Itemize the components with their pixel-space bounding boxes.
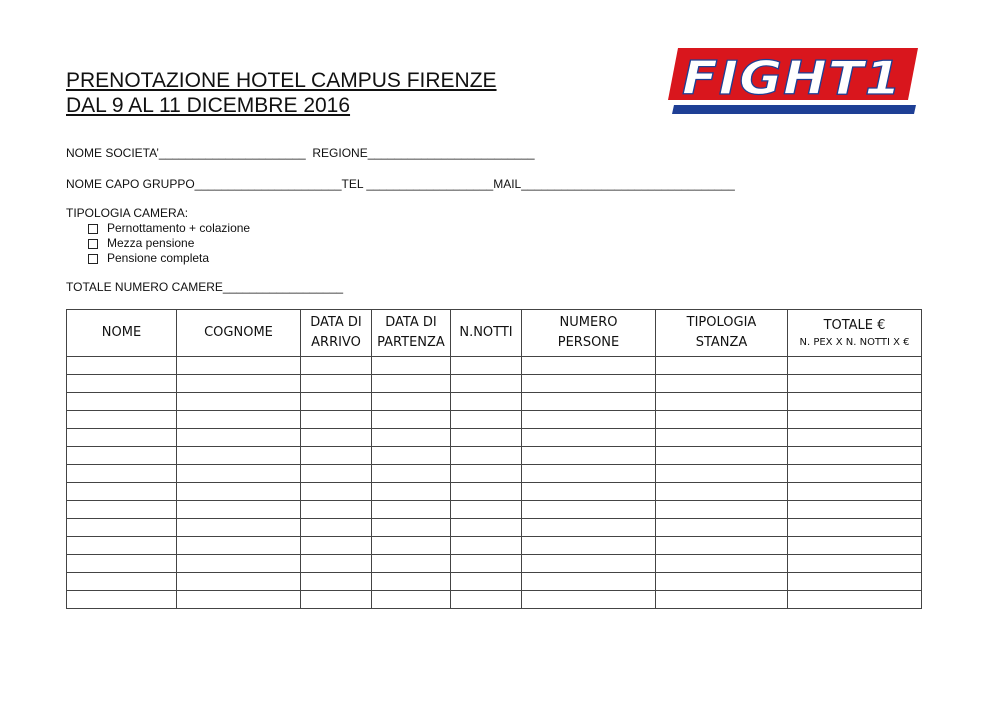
table-cell[interactable] — [451, 447, 522, 465]
table-row — [67, 591, 922, 609]
table-cell[interactable] — [522, 555, 656, 573]
table-cell[interactable] — [67, 501, 177, 519]
booking-table — [66, 309, 922, 609]
table-cell[interactable] — [451, 357, 522, 375]
table-cell[interactable] — [788, 357, 922, 375]
table-cell[interactable] — [656, 393, 788, 411]
header-nome: NOME — [67, 310, 177, 357]
table-cell[interactable] — [372, 555, 451, 573]
table-cell[interactable] — [522, 429, 656, 447]
table-cell[interactable] — [177, 465, 301, 483]
table-cell[interactable] — [372, 357, 451, 375]
fight1-logo — [664, 44, 920, 116]
table-cell[interactable] — [451, 483, 522, 501]
header-numero-persone: NUMERO PERSONE — [522, 310, 656, 357]
table-cell[interactable] — [177, 573, 301, 591]
totale-camere-line[interactable]: TOTALE NUMERO CAMERE__________________ — [66, 280, 344, 294]
table-cell[interactable] — [656, 555, 788, 573]
table-cell[interactable] — [372, 573, 451, 591]
table-cell[interactable] — [656, 537, 788, 555]
table-cell[interactable] — [301, 537, 372, 555]
table-cell[interactable] — [301, 555, 372, 573]
option-label: Pernottamento + colazione — [107, 221, 251, 235]
header-data-arrivo: DATA DI ARRIVO — [301, 310, 372, 357]
table-cell[interactable] — [451, 393, 522, 411]
checkbox[interactable] — [88, 254, 98, 264]
table-cell[interactable] — [788, 537, 922, 555]
table-cell[interactable] — [788, 465, 922, 483]
table-cell[interactable] — [522, 375, 656, 393]
table-row — [67, 555, 922, 573]
table-cell[interactable] — [67, 411, 177, 429]
table-cell[interactable] — [177, 591, 301, 609]
table-cell[interactable] — [372, 411, 451, 429]
option-mezza-pensione[interactable] — [88, 236, 250, 251]
table-row — [67, 501, 922, 519]
table-cell[interactable] — [788, 393, 922, 411]
option-pernottamento[interactable] — [88, 221, 250, 236]
table-cell[interactable] — [67, 429, 177, 447]
table-cell[interactable] — [177, 501, 301, 519]
table-row — [67, 447, 922, 465]
table-cell[interactable] — [301, 501, 372, 519]
table-cell[interactable] — [67, 555, 177, 573]
table-cell[interactable] — [656, 519, 788, 537]
table-cell[interactable] — [372, 447, 451, 465]
table-cell[interactable] — [67, 393, 177, 411]
table-cell[interactable] — [451, 375, 522, 393]
table-cell[interactable] — [522, 411, 656, 429]
table-cell[interactable] — [372, 483, 451, 501]
table-cell[interactable] — [451, 429, 522, 447]
option-pensione-completa[interactable] — [88, 251, 250, 266]
table-cell[interactable] — [372, 519, 451, 537]
table-cell[interactable] — [656, 573, 788, 591]
table-cell[interactable] — [788, 591, 922, 609]
table-cell[interactable] — [177, 411, 301, 429]
table-cell[interactable] — [451, 537, 522, 555]
table-cell[interactable] — [177, 483, 301, 501]
table-cell[interactable] — [788, 555, 922, 573]
title-line-1: PRENOTAZIONE HOTEL CAMPUS FIRENZE — [66, 69, 497, 92]
table-row — [67, 465, 922, 483]
table-cell[interactable] — [67, 483, 177, 501]
checkbox[interactable] — [88, 224, 98, 234]
table-cell[interactable] — [451, 519, 522, 537]
table-cell[interactable] — [177, 555, 301, 573]
table-cell[interactable] — [177, 447, 301, 465]
table-cell[interactable] — [177, 375, 301, 393]
table-row — [67, 411, 922, 429]
table-row — [67, 375, 922, 393]
table-cell[interactable] — [522, 537, 656, 555]
table-cell[interactable] — [656, 501, 788, 519]
table-cell[interactable] — [522, 357, 656, 375]
table-cell[interactable] — [451, 573, 522, 591]
header-totale: TOTALE € N. PEX X N. NOTTI X € — [788, 310, 922, 357]
table-cell[interactable] — [522, 519, 656, 537]
table-cell[interactable] — [656, 465, 788, 483]
table-cell[interactable] — [301, 375, 372, 393]
table-cell[interactable] — [451, 555, 522, 573]
table-cell[interactable] — [788, 519, 922, 537]
table-cell[interactable] — [656, 429, 788, 447]
table-cell[interactable] — [301, 447, 372, 465]
table-header-row — [67, 310, 922, 357]
table-cell[interactable] — [788, 411, 922, 429]
table-cell[interactable] — [372, 591, 451, 609]
table-cell[interactable] — [788, 483, 922, 501]
header-tipologia-stanza: TIPOLOGIA STANZA — [656, 310, 788, 357]
table-cell[interactable] — [522, 501, 656, 519]
table-cell[interactable] — [522, 465, 656, 483]
table-cell[interactable] — [301, 411, 372, 429]
header-cognome: COGNOME — [177, 310, 301, 357]
table-cell[interactable] — [67, 537, 177, 555]
table-cell[interactable] — [301, 591, 372, 609]
table-cell[interactable] — [372, 537, 451, 555]
table-cell[interactable] — [177, 519, 301, 537]
table-cell[interactable] — [788, 429, 922, 447]
table-cell[interactable] — [301, 465, 372, 483]
table-cell[interactable] — [372, 465, 451, 483]
table-cell[interactable] — [788, 447, 922, 465]
capo-tel-mail-line[interactable]: NOME CAPO GRUPPO______________________TEL ___________________MAIL________________________________ — [66, 177, 735, 191]
table-cell[interactable] — [301, 519, 372, 537]
page-title — [66, 68, 497, 118]
header-data-partenza: DATA DI PARTENZA — [372, 310, 451, 357]
table-cell[interactable] — [656, 357, 788, 375]
table-cell[interactable] — [177, 357, 301, 375]
table-cell[interactable] — [522, 483, 656, 501]
table-cell[interactable] — [67, 591, 177, 609]
table-cell[interactable] — [522, 591, 656, 609]
checkbox[interactable] — [88, 239, 98, 249]
table-cell[interactable] — [177, 429, 301, 447]
option-label: Mezza pensione — [107, 236, 195, 250]
table-cell[interactable] — [67, 357, 177, 375]
title-line-2: DAL 9 AL 11 DICEMBRE 2016 — [66, 94, 351, 117]
tipologia-options — [88, 221, 250, 266]
table-cell[interactable] — [372, 501, 451, 519]
table-cell[interactable] — [656, 447, 788, 465]
table-cell[interactable] — [67, 573, 177, 591]
table-cell[interactable] — [451, 411, 522, 429]
header-notti: N.NOTTI — [451, 310, 522, 357]
table-cell[interactable] — [177, 393, 301, 411]
table-cell[interactable] — [656, 483, 788, 501]
table-cell[interactable] — [656, 375, 788, 393]
table-cell[interactable] — [372, 393, 451, 411]
table-cell[interactable] — [67, 375, 177, 393]
table-row — [67, 573, 922, 591]
table-row — [67, 519, 922, 537]
tipologia-label: TIPOLOGIA CAMERA: — [66, 206, 189, 220]
table-row — [67, 537, 922, 555]
table-row — [67, 357, 922, 375]
table-row — [67, 483, 922, 501]
table-cell[interactable] — [372, 429, 451, 447]
table-cell[interactable] — [301, 573, 372, 591]
table-cell[interactable] — [522, 393, 656, 411]
table-cell[interactable] — [301, 483, 372, 501]
table-cell[interactable] — [67, 519, 177, 537]
table-cell[interactable] — [67, 447, 177, 465]
table-cell[interactable] — [451, 591, 522, 609]
table-cell[interactable] — [788, 501, 922, 519]
table-cell[interactable] — [301, 393, 372, 411]
table-cell[interactable] — [522, 573, 656, 591]
table-cell[interactable] — [788, 573, 922, 591]
logo-text: FIGHT1 — [682, 51, 902, 105]
table-cell[interactable] — [177, 537, 301, 555]
table-cell[interactable] — [67, 465, 177, 483]
table-row — [67, 393, 922, 411]
societa-regione-line[interactable]: NOME SOCIETA’______________________ REGIONE_________________________ — [66, 146, 535, 160]
table-cell[interactable] — [301, 429, 372, 447]
option-label: Pensione completa — [107, 251, 210, 265]
table-body — [67, 357, 922, 609]
table-cell[interactable] — [372, 375, 451, 393]
table-cell[interactable] — [301, 357, 372, 375]
table-cell[interactable] — [522, 447, 656, 465]
table-cell[interactable] — [788, 375, 922, 393]
table-cell[interactable] — [656, 591, 788, 609]
table-cell[interactable] — [656, 411, 788, 429]
table-cell[interactable] — [451, 501, 522, 519]
table-cell[interactable] — [451, 465, 522, 483]
table-row — [67, 429, 922, 447]
